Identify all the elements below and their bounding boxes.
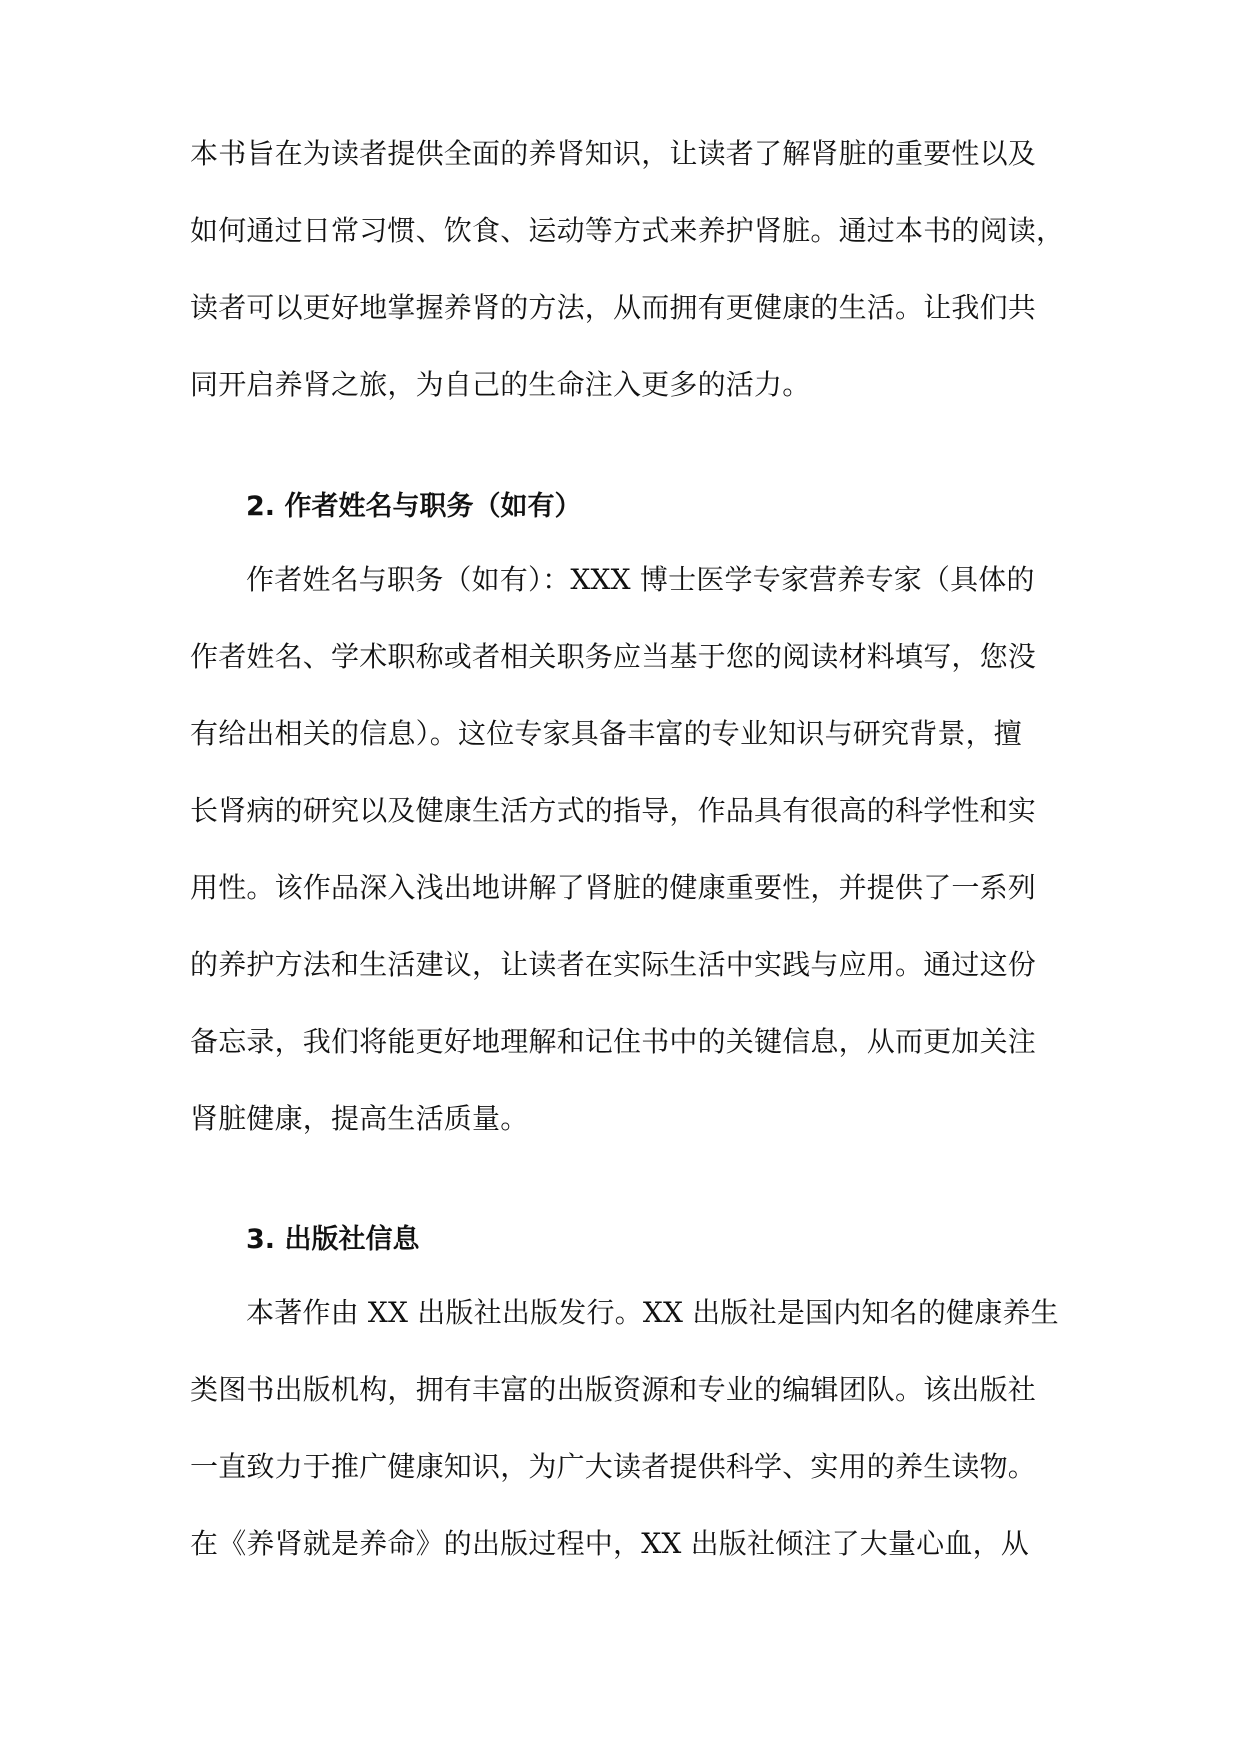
publisher-line-4: 在《养肾就是养命》的出版过程中，XX 出版社倾注了大量心血，从 — [190, 1527, 1029, 1560]
publisher-line-2: 类图书出版机构，拥有丰富的出版资源和专业的编辑团队。该出版社 — [190, 1373, 1037, 1406]
author-line-3: 有给出相关的信息）。这位专家具备丰富的专业知识与研究背景，擅 — [190, 717, 1023, 750]
intro-line-2: 如何通过日常习惯、饮食、运动等方式来养护肾脏。通过本书的阅读， — [190, 214, 1065, 247]
author-line-2: 作者姓名、学术职称或者相关职务应当基于您的阅读材料填写，您没 — [190, 640, 1037, 673]
author-line-1: 作者姓名与职务（如有）：XXX 博士医学专家营养专家（具体的 — [246, 563, 1035, 596]
section-heading-author: 2. 作者姓名与职务（如有） — [246, 491, 582, 522]
author-line-6: 的养护方法和生活建议，让读者在实际生活中实践与应用。通过这份 — [190, 948, 1037, 981]
author-line-5: 用性。该作品深入浅出地讲解了肾脏的健康重要性，并提供了一系列 — [190, 871, 1037, 904]
author-line-4: 长肾病的研究以及健康生活方式的指导，作品具有很高的科学性和实 — [190, 794, 1037, 827]
author-line-8: 肾脏健康，提高生活质量。 — [190, 1102, 529, 1135]
intro-line-4: 同开启养肾之旅，为自己的生命注入更多的活力。 — [190, 368, 811, 401]
publisher-line-1: 本著作由 XX 出版社出版发行。XX 出版社是国内知名的健康养生 — [246, 1296, 1059, 1329]
intro-line-1: 本书旨在为读者提供全面的养肾知识，让读者了解肾脏的重要性以及 — [190, 137, 1037, 170]
publisher-line-3: 一直致力于推广健康知识，为广大读者提供科学、实用的养生读物。 — [190, 1450, 1037, 1483]
section-heading-publisher: 3. 出版社信息 — [246, 1224, 420, 1255]
author-line-7: 备忘录，我们将能更好地理解和记住书中的关键信息，从而更加关注 — [190, 1025, 1037, 1058]
intro-line-3: 读者可以更好地掌握养肾的方法，从而拥有更健康的生活。让我们共 — [190, 291, 1037, 324]
